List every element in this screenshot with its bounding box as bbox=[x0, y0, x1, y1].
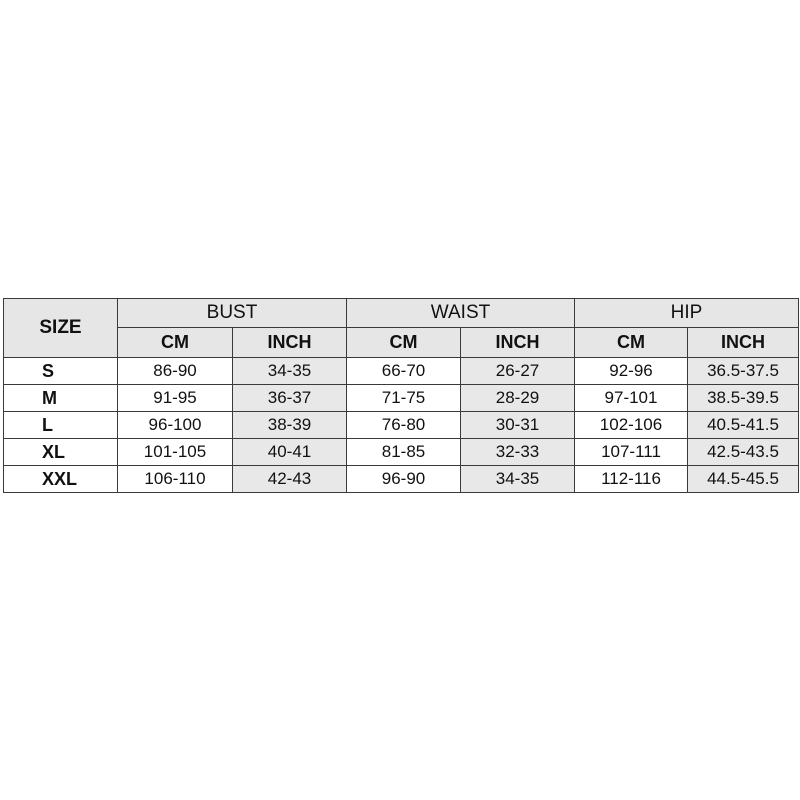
table-row bbox=[4, 385, 799, 412]
size-label: XL bbox=[4, 439, 118, 466]
size-label: M bbox=[4, 385, 118, 412]
waist-inch-cell: 34-35 bbox=[461, 466, 575, 493]
bust-cm-cell: 86-90 bbox=[118, 358, 233, 385]
bust-inch-cell: 34-35 bbox=[233, 358, 347, 385]
hip-inch-cell: 38.5-39.5 bbox=[688, 385, 799, 412]
unit-header-row bbox=[4, 328, 799, 358]
waist-cm-cell: 81-85 bbox=[347, 439, 461, 466]
waist-cm-cell: 76-80 bbox=[347, 412, 461, 439]
group-header-row bbox=[4, 299, 799, 328]
waist-cm-cell: 66-70 bbox=[347, 358, 461, 385]
waist-cm-header: CM bbox=[347, 328, 461, 358]
waist-inch-header: INCH bbox=[461, 328, 575, 358]
table-row bbox=[4, 439, 799, 466]
hip-cm-cell: 97-101 bbox=[575, 385, 688, 412]
size-label: S bbox=[4, 358, 118, 385]
size-table bbox=[3, 298, 799, 493]
waist-inch-cell: 30-31 bbox=[461, 412, 575, 439]
hip-cm-cell: 107-111 bbox=[575, 439, 688, 466]
table-row bbox=[4, 358, 799, 385]
waist-group-header: WAIST bbox=[347, 299, 575, 328]
hip-group-header: HIP bbox=[575, 299, 799, 328]
size-label: XXL bbox=[4, 466, 118, 493]
hip-inch-cell: 44.5-45.5 bbox=[688, 466, 799, 493]
hip-inch-cell: 40.5-41.5 bbox=[688, 412, 799, 439]
bust-inch-cell: 36-37 bbox=[233, 385, 347, 412]
waist-inch-cell: 28-29 bbox=[461, 385, 575, 412]
hip-cm-header: CM bbox=[575, 328, 688, 358]
hip-inch-header: INCH bbox=[688, 328, 799, 358]
size-column-header: SIZE bbox=[4, 299, 118, 358]
bust-cm-cell: 91-95 bbox=[118, 385, 233, 412]
waist-inch-cell: 32-33 bbox=[461, 439, 575, 466]
bust-inch-cell: 40-41 bbox=[233, 439, 347, 466]
hip-inch-cell: 42.5-43.5 bbox=[688, 439, 799, 466]
bust-inch-header: INCH bbox=[233, 328, 347, 358]
hip-cm-cell: 92-96 bbox=[575, 358, 688, 385]
hip-cm-cell: 102-106 bbox=[575, 412, 688, 439]
table-row bbox=[4, 412, 799, 439]
hip-inch-cell: 36.5-37.5 bbox=[688, 358, 799, 385]
bust-cm-cell: 101-105 bbox=[118, 439, 233, 466]
bust-inch-cell: 38-39 bbox=[233, 412, 347, 439]
table-row bbox=[4, 466, 799, 493]
bust-cm-header: CM bbox=[118, 328, 233, 358]
bust-cm-cell: 96-100 bbox=[118, 412, 233, 439]
size-chart bbox=[3, 298, 798, 493]
bust-cm-cell: 106-110 bbox=[118, 466, 233, 493]
waist-inch-cell: 26-27 bbox=[461, 358, 575, 385]
hip-cm-cell: 112-116 bbox=[575, 466, 688, 493]
waist-cm-cell: 96-90 bbox=[347, 466, 461, 493]
size-label: L bbox=[4, 412, 118, 439]
waist-cm-cell: 71-75 bbox=[347, 385, 461, 412]
bust-group-header: BUST bbox=[118, 299, 347, 328]
bust-inch-cell: 42-43 bbox=[233, 466, 347, 493]
